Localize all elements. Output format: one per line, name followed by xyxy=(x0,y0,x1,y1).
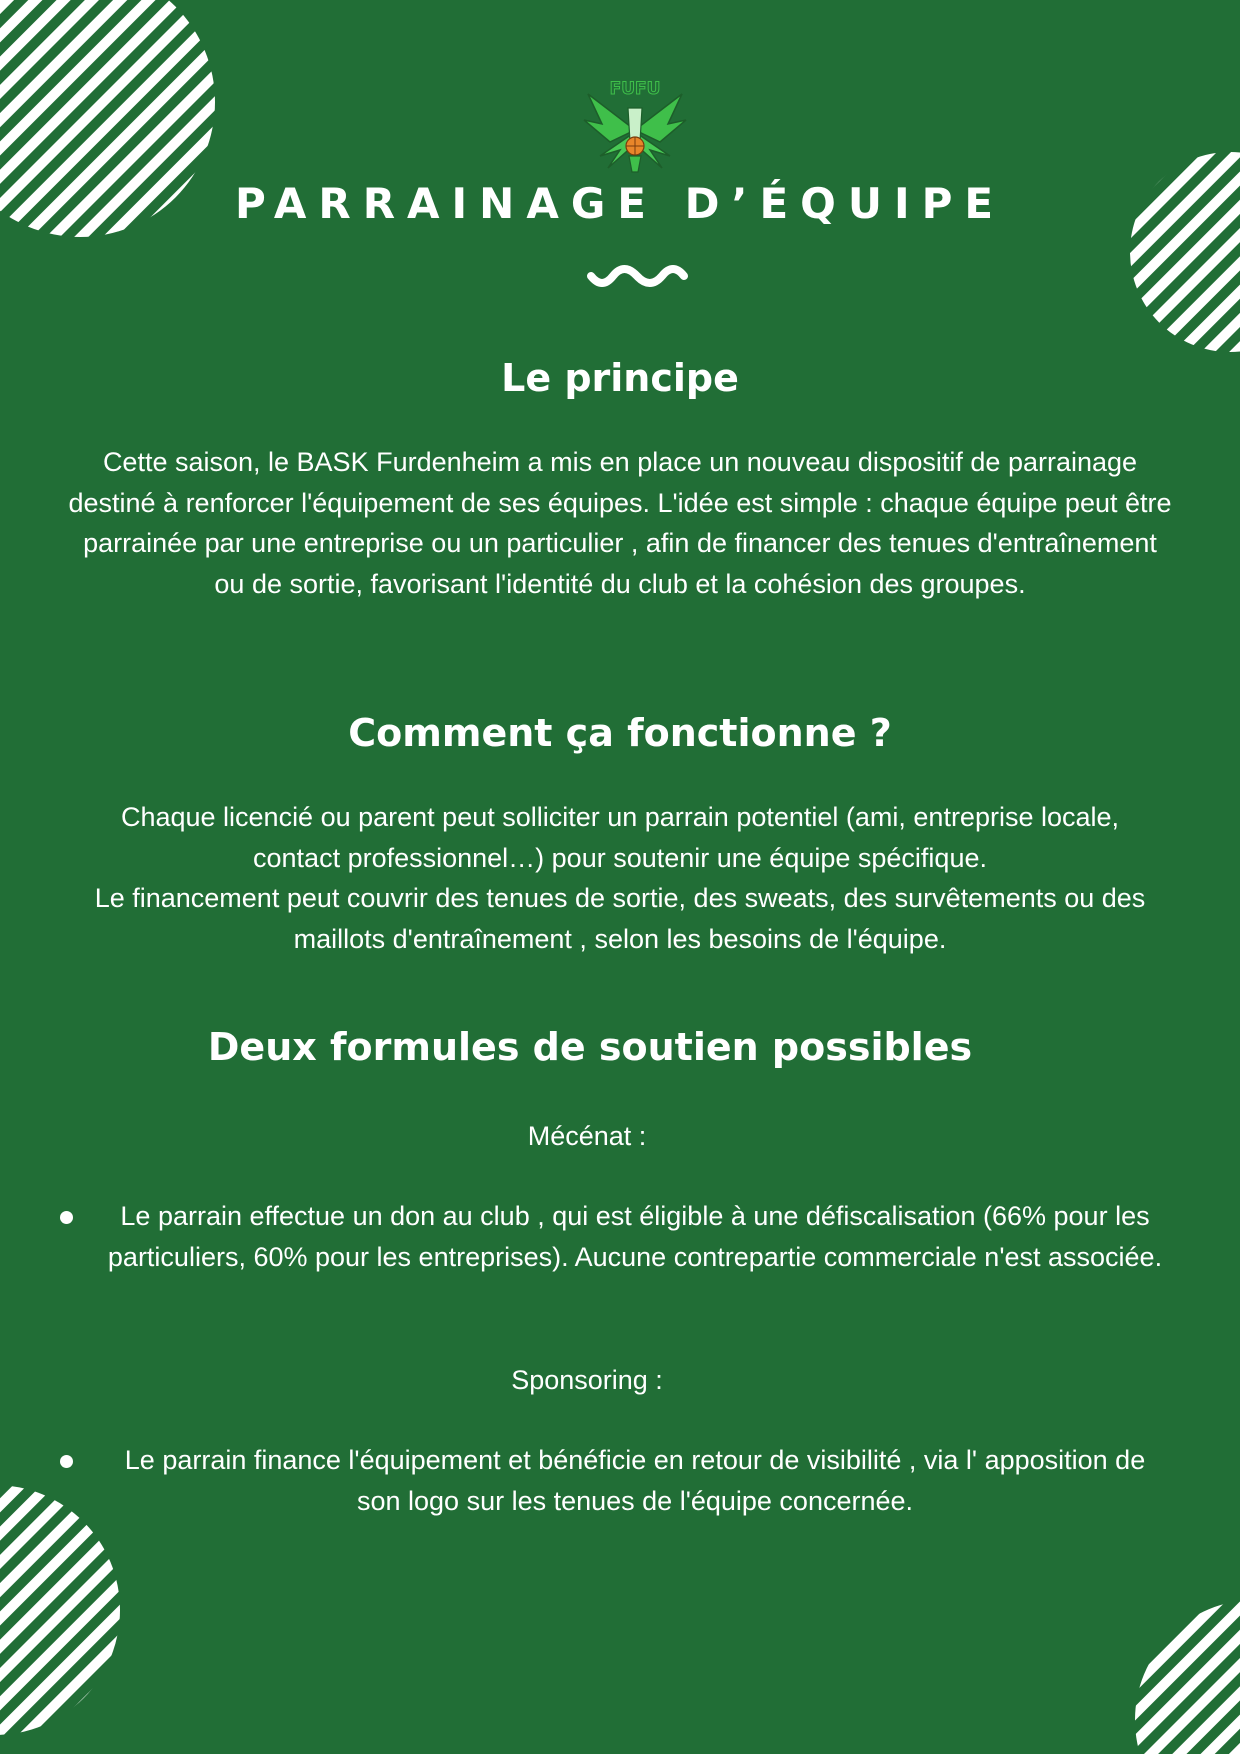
page-title: PARRAINAGE D’ÉQUIPE xyxy=(234,179,1006,228)
mecenat-text: Le parrain effectue un don au club , qui est éligible à une défiscalisation (66% pour les particuliers, 60% pour les entreprises). Aucune contrepartie commerciale n'est associée. xyxy=(107,1201,1163,1272)
club-logo xyxy=(580,72,690,180)
striped-circle-top-left xyxy=(0,0,220,285)
logo-text: FUFU xyxy=(609,79,661,99)
section-heading-formules: Deux formules de soutien possibles xyxy=(207,1025,973,1069)
striped-circle-bottom-left xyxy=(0,1470,125,1754)
bullet-mecenat xyxy=(60,1211,73,1224)
wave-divider xyxy=(585,262,690,292)
sponsoring-text: Le parrain finance l'équipement et bénéficie en retour de visibilité , via l' apposition de son logo sur les tenues de l'équipe concernée. xyxy=(124,1445,1146,1516)
section-heading-principe: Le principe xyxy=(501,356,739,400)
striped-circle-bottom-right xyxy=(1130,1570,1240,1754)
fonctionnement-paragraph-2: Le financement peut couvrir des tenues de sortie, des sweats, des survêtements ou des maillots d'entraînement , selon les besoins de l'équipe. xyxy=(94,883,1146,954)
principe-paragraph: Cette saison, le BASK Furdenheim a mis en place un nouveau dispositif de parrainage destiné à renforcer l'équipement de ses équipes. L'idée est simple : chaque équipe peut être parrainée par une entreprise ou un particulier , afin de financer des tenues d'entraînement ou de sortie, favorisant l'identité du club et la cohésion des groupes. xyxy=(68,447,1172,599)
section-heading-fonctionnement: Comment ça fonctionne ? xyxy=(348,711,892,755)
bullet-sponsoring xyxy=(60,1455,73,1468)
mecenat-label: Mécénat : xyxy=(527,1121,647,1151)
sponsoring-label: Sponsoring : xyxy=(511,1365,663,1395)
fonctionnement-paragraph-1: Chaque licencié ou parent peut solliciter un parrain potentiel (ami, entreprise locale, contact professionnel…) pour soutenir une équipe spécifique. xyxy=(120,802,1120,873)
